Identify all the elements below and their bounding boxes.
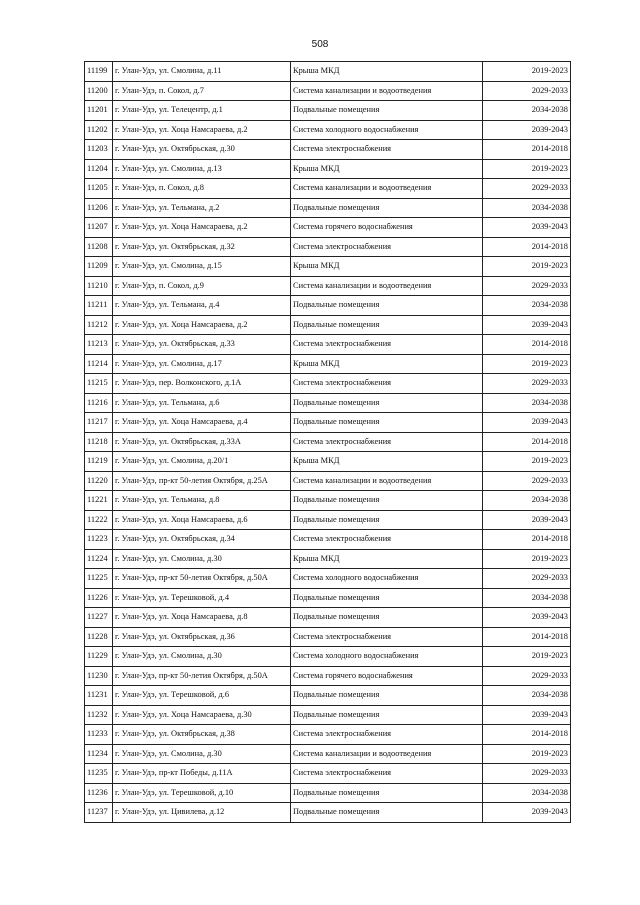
work-type-cell: Крыша МКД: [291, 452, 483, 472]
address-cell: г. Улан-Удэ, пр-кт 50-летия Октября, д.25А: [113, 471, 291, 491]
row-number: 11207: [85, 218, 113, 238]
period-cell: 2029-2033: [483, 569, 571, 589]
address-cell: г. Улан-Удэ, ул. Хоца Намсараева, д.4: [113, 413, 291, 433]
table-row: [85, 471, 571, 491]
period-cell: 2019-2023: [483, 62, 571, 82]
table-row: [85, 354, 571, 374]
address-cell: г. Улан-Удэ, ул. Хоца Намсараева, д.8: [113, 608, 291, 628]
period-cell: 2019-2023: [483, 744, 571, 764]
work-type-cell: Система канализации и водоотведения: [291, 276, 483, 296]
table-row: [85, 725, 571, 745]
table-row: [85, 530, 571, 550]
row-number: 11233: [85, 725, 113, 745]
row-number: 11219: [85, 452, 113, 472]
period-cell: 2019-2023: [483, 452, 571, 472]
row-number: 11217: [85, 413, 113, 433]
work-type-cell: Крыша МКД: [291, 159, 483, 179]
table-row: [85, 374, 571, 394]
address-cell: г. Улан-Удэ, ул. Октябрьская, д.36: [113, 627, 291, 647]
table-row: [85, 413, 571, 433]
address-cell: г. Улан-Удэ, ул. Октябрьская, д.33: [113, 335, 291, 355]
row-number: 11235: [85, 764, 113, 784]
address-cell: г. Улан-Удэ, ул. Телецентр, д.1: [113, 101, 291, 121]
row-number: 11220: [85, 471, 113, 491]
row-number: 11208: [85, 237, 113, 257]
address-cell: г. Улан-Удэ, ул. Терешковой, д.4: [113, 588, 291, 608]
work-type-cell: Система электроснабжения: [291, 627, 483, 647]
work-type-cell: Крыша МКД: [291, 354, 483, 374]
address-cell: г. Улан-Удэ, ул. Смолина, д.30: [113, 744, 291, 764]
period-cell: 2034-2038: [483, 101, 571, 121]
table-row: [85, 647, 571, 667]
period-cell: 2019-2023: [483, 354, 571, 374]
registry-table-body: [85, 62, 571, 823]
table-row: [85, 803, 571, 823]
table-row: [85, 627, 571, 647]
period-cell: 2019-2023: [483, 549, 571, 569]
address-cell: г. Улан-Удэ, ул. Смолина, д.30: [113, 647, 291, 667]
address-cell: г. Улан-Удэ, ул. Терешковой, д.6: [113, 686, 291, 706]
address-cell: г. Улан-Удэ, пр-кт Победы, д.11А: [113, 764, 291, 784]
period-cell: 2014-2018: [483, 627, 571, 647]
address-cell: г. Улан-Удэ, ул. Октябрьская, д.38: [113, 725, 291, 745]
period-cell: 2034-2038: [483, 491, 571, 511]
work-type-cell: Система горячего водоснабжения: [291, 666, 483, 686]
work-type-cell: Подвальные помещения: [291, 608, 483, 628]
table-row: [85, 588, 571, 608]
row-number: 11201: [85, 101, 113, 121]
work-type-cell: Подвальные помещения: [291, 315, 483, 335]
work-type-cell: Крыша МКД: [291, 62, 483, 82]
table-row: [85, 120, 571, 140]
address-cell: г. Улан-Удэ, ул. Терешковой, д.10: [113, 783, 291, 803]
period-cell: 2039-2043: [483, 510, 571, 530]
period-cell: 2039-2043: [483, 120, 571, 140]
row-number: 11223: [85, 530, 113, 550]
row-number: 11237: [85, 803, 113, 823]
table-row: [85, 510, 571, 530]
row-number: 11216: [85, 393, 113, 413]
row-number: 11236: [85, 783, 113, 803]
period-cell: 2039-2043: [483, 315, 571, 335]
period-cell: 2039-2043: [483, 413, 571, 433]
address-cell: г. Улан-Удэ, ул. Хоца Намсараева, д.2: [113, 315, 291, 335]
row-number: 11230: [85, 666, 113, 686]
table-row: [85, 393, 571, 413]
row-number: 11209: [85, 257, 113, 277]
row-number: 11203: [85, 140, 113, 160]
row-number: 11221: [85, 491, 113, 511]
period-cell: 2034-2038: [483, 783, 571, 803]
period-cell: 2019-2023: [483, 647, 571, 667]
table-row: [85, 179, 571, 199]
table-row: [85, 257, 571, 277]
work-type-cell: Система канализации и водоотведения: [291, 744, 483, 764]
table-row: [85, 686, 571, 706]
work-type-cell: Подвальные помещения: [291, 510, 483, 530]
work-type-cell: Система канализации и водоотведения: [291, 179, 483, 199]
address-cell: г. Улан-Удэ, ул. Октябрьская, д.30: [113, 140, 291, 160]
table-row: [85, 198, 571, 218]
period-cell: 2034-2038: [483, 393, 571, 413]
table-row: [85, 569, 571, 589]
table-row: [85, 744, 571, 764]
address-cell: г. Улан-Удэ, ул. Хоца Намсараева, д.6: [113, 510, 291, 530]
table-row: [85, 491, 571, 511]
work-type-cell: Подвальные помещения: [291, 101, 483, 121]
work-type-cell: Система канализации и водоотведения: [291, 471, 483, 491]
row-number: 11214: [85, 354, 113, 374]
work-type-cell: Подвальные помещения: [291, 296, 483, 316]
work-type-cell: Подвальные помещения: [291, 413, 483, 433]
work-type-cell: Система горячего водоснабжения: [291, 218, 483, 238]
period-cell: 2029-2033: [483, 764, 571, 784]
table-row: [85, 62, 571, 82]
row-number: 11226: [85, 588, 113, 608]
work-type-cell: Подвальные помещения: [291, 783, 483, 803]
work-type-cell: Система электроснабжения: [291, 335, 483, 355]
period-cell: 2014-2018: [483, 432, 571, 452]
row-number: 11204: [85, 159, 113, 179]
work-type-cell: Система холодного водоснабжения: [291, 569, 483, 589]
table-row: [85, 764, 571, 784]
row-number: 11218: [85, 432, 113, 452]
table-row: [85, 296, 571, 316]
work-type-cell: Система холодного водоснабжения: [291, 647, 483, 667]
row-number: 11232: [85, 705, 113, 725]
work-type-cell: Система электроснабжения: [291, 764, 483, 784]
table-row: [85, 666, 571, 686]
work-type-cell: Подвальные помещения: [291, 705, 483, 725]
period-cell: 2014-2018: [483, 725, 571, 745]
work-type-cell: Система электроснабжения: [291, 140, 483, 160]
address-cell: г. Улан-Удэ, ул. Смолина, д.15: [113, 257, 291, 277]
period-cell: 2029-2033: [483, 666, 571, 686]
address-cell: г. Улан-Удэ, ул. Цивилева, д.12: [113, 803, 291, 823]
address-cell: г. Улан-Удэ, ул. Октябрьская, д.33А: [113, 432, 291, 452]
address-cell: г. Улан-Удэ, ул. Тельмана, д.2: [113, 198, 291, 218]
row-number: 11215: [85, 374, 113, 394]
row-number: 11225: [85, 569, 113, 589]
row-number: 11199: [85, 62, 113, 82]
row-number: 11213: [85, 335, 113, 355]
row-number: 11229: [85, 647, 113, 667]
address-cell: г. Улан-Удэ, ул. Смолина, д.30: [113, 549, 291, 569]
work-type-cell: Система холодного водоснабжения: [291, 120, 483, 140]
row-number: 11200: [85, 81, 113, 101]
address-cell: г. Улан-Удэ, ул. Смолина, д.11: [113, 62, 291, 82]
address-cell: г. Улан-Удэ, п. Сокол, д.7: [113, 81, 291, 101]
work-type-cell: Подвальные помещения: [291, 491, 483, 511]
row-number: 11224: [85, 549, 113, 569]
address-cell: г. Улан-Удэ, ул. Тельмана, д.6: [113, 393, 291, 413]
period-cell: 2014-2018: [483, 530, 571, 550]
table-row: [85, 159, 571, 179]
table-row: [85, 218, 571, 238]
work-type-cell: Крыша МКД: [291, 257, 483, 277]
period-cell: 2014-2018: [483, 237, 571, 257]
period-cell: 2029-2033: [483, 81, 571, 101]
page-number: 508: [311, 39, 329, 50]
work-type-cell: Подвальные помещения: [291, 803, 483, 823]
address-cell: г. Улан-Удэ, ул. Хоца Намсараева, д.2: [113, 120, 291, 140]
table-row: [85, 783, 571, 803]
work-type-cell: Система электроснабжения: [291, 725, 483, 745]
period-cell: 2014-2018: [483, 335, 571, 355]
period-cell: 2034-2038: [483, 198, 571, 218]
row-number: 11206: [85, 198, 113, 218]
row-number: 11205: [85, 179, 113, 199]
period-cell: 2034-2038: [483, 296, 571, 316]
address-cell: г. Улан-Удэ, ул. Смолина, д.20/1: [113, 452, 291, 472]
work-type-cell: Подвальные помещения: [291, 686, 483, 706]
address-cell: г. Улан-Удэ, ул. Хоца Намсараева, д.30: [113, 705, 291, 725]
period-cell: 2039-2043: [483, 803, 571, 823]
table-row: [85, 315, 571, 335]
period-cell: 2029-2033: [483, 276, 571, 296]
work-type-cell: Система электроснабжения: [291, 530, 483, 550]
table-row: [85, 549, 571, 569]
table-row: [85, 81, 571, 101]
table-row: [85, 452, 571, 472]
work-type-cell: Система электроснабжения: [291, 432, 483, 452]
period-cell: 2029-2033: [483, 374, 571, 394]
address-cell: г. Улан-Удэ, ул. Тельмана, д.4: [113, 296, 291, 316]
row-number: 11212: [85, 315, 113, 335]
row-number: 11210: [85, 276, 113, 296]
row-number: 11211: [85, 296, 113, 316]
table-row: [85, 705, 571, 725]
address-cell: г. Улан-Удэ, ул. Октябрьская, д.34: [113, 530, 291, 550]
period-cell: 2019-2023: [483, 159, 571, 179]
row-number: 11234: [85, 744, 113, 764]
work-type-cell: Подвальные помещения: [291, 198, 483, 218]
table-row: [85, 101, 571, 121]
table-row: [85, 276, 571, 296]
address-cell: г. Улан-Удэ, ул. Хоца Намсараева, д.2: [113, 218, 291, 238]
address-cell: г. Улан-Удэ, ул. Октябрьская, д.32: [113, 237, 291, 257]
row-number: 11228: [85, 627, 113, 647]
table-row: [85, 432, 571, 452]
period-cell: 2029-2033: [483, 471, 571, 491]
address-cell: г. Улан-Удэ, ул. Смолина, д.13: [113, 159, 291, 179]
period-cell: 2034-2038: [483, 588, 571, 608]
work-type-cell: Подвальные помещения: [291, 588, 483, 608]
work-type-cell: Подвальные помещения: [291, 393, 483, 413]
registry-table: [84, 61, 571, 823]
row-number: 11231: [85, 686, 113, 706]
period-cell: 2039-2043: [483, 218, 571, 238]
row-number: 11202: [85, 120, 113, 140]
table-row: [85, 140, 571, 160]
work-type-cell: Система канализации и водоотведения: [291, 81, 483, 101]
period-cell: 2029-2033: [483, 179, 571, 199]
period-cell: 2034-2038: [483, 686, 571, 706]
address-cell: г. Улан-Удэ, пер. Волконского, д.1А: [113, 374, 291, 394]
table-row: [85, 237, 571, 257]
work-type-cell: Система электроснабжения: [291, 237, 483, 257]
period-cell: 2039-2043: [483, 608, 571, 628]
address-cell: г. Улан-Удэ, п. Сокол, д.9: [113, 276, 291, 296]
period-cell: 2019-2023: [483, 257, 571, 277]
work-type-cell: Крыша МКД: [291, 549, 483, 569]
row-number: 11222: [85, 510, 113, 530]
table-row: [85, 608, 571, 628]
table-row: [85, 335, 571, 355]
address-cell: г. Улан-Удэ, пр-кт 50-летия Октября, д.50А: [113, 569, 291, 589]
work-type-cell: Система электроснабжения: [291, 374, 483, 394]
address-cell: г. Улан-Удэ, ул. Тельмана, д.8: [113, 491, 291, 511]
period-cell: 2039-2043: [483, 705, 571, 725]
period-cell: 2014-2018: [483, 140, 571, 160]
address-cell: г. Улан-Удэ, ул. Смолина, д.17: [113, 354, 291, 374]
address-cell: г. Улан-Удэ, пр-кт 50-летия Октября, д.50А: [113, 666, 291, 686]
address-cell: г. Улан-Удэ, п. Сокол, д.8: [113, 179, 291, 199]
row-number: 11227: [85, 608, 113, 628]
